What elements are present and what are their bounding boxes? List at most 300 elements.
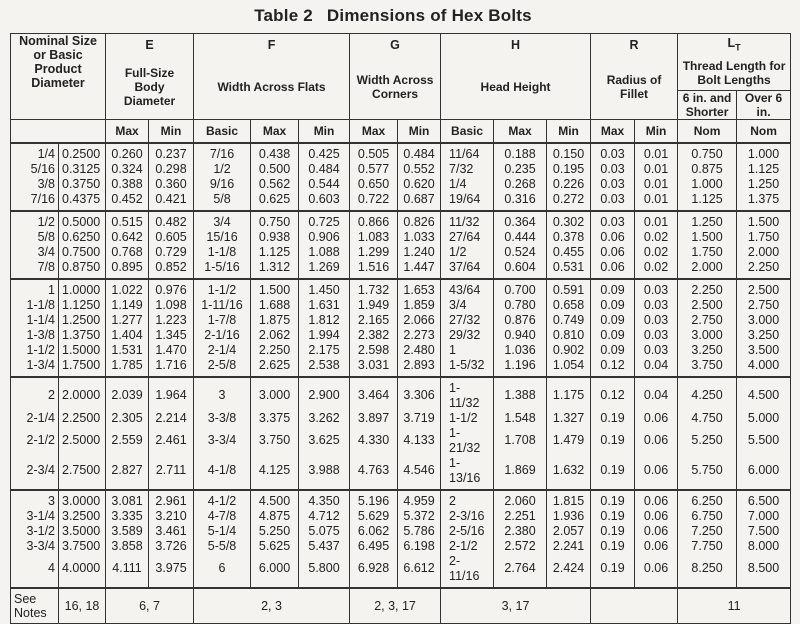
table-cell: 0.260	[106, 143, 149, 162]
table-cell: 1-3/8	[11, 328, 59, 343]
subheader-max: Max	[591, 119, 635, 143]
table-cell: 2-1/2	[11, 426, 59, 456]
table-cell: 0.902	[547, 343, 591, 358]
table-cell: 2-11/16	[441, 554, 494, 588]
table-cell: 0.482	[149, 211, 194, 230]
table-cell: 1.223	[149, 313, 194, 328]
table-cell: 3.897	[350, 411, 398, 426]
table-cell: 4.500	[251, 490, 299, 509]
table-cell: 1.250	[678, 211, 737, 230]
table-cell: 4.0000	[59, 554, 106, 588]
table-cell: 0.725	[299, 211, 350, 230]
table-cell: 3/8	[11, 177, 59, 192]
table-cell: 0.562	[251, 177, 299, 192]
table-cell: 0.188	[494, 143, 547, 162]
table-cell: 3.750	[678, 358, 737, 377]
table-cell: 6.612	[398, 554, 441, 588]
table-cell: 2.461	[149, 426, 194, 456]
table-cell: 2.250	[737, 260, 791, 279]
table-cell: 1.000	[678, 177, 737, 192]
table-cell: 0.484	[299, 162, 350, 177]
table-cell: 0.19	[591, 554, 635, 588]
table-cell: 0.03	[635, 328, 678, 343]
table-cell: 1.653	[398, 279, 441, 298]
table-cell: 3-3/4	[11, 539, 59, 554]
table-cell: 1.875	[251, 313, 299, 328]
header-letter-r: R	[591, 34, 678, 57]
header-nominal-size: Nominal Size or Basic Product Diameter	[11, 34, 106, 91]
table-cell: 1-5/32	[441, 358, 494, 377]
table-cell: 3.031	[350, 358, 398, 377]
header-letter-h: H	[441, 34, 591, 57]
subheader-basic: Basic	[441, 119, 494, 143]
table-row	[11, 524, 791, 539]
table-row	[11, 456, 791, 490]
table-cell: 0.625	[251, 192, 299, 211]
table-cell: 0.01	[635, 192, 678, 211]
table-cell: 4	[11, 554, 59, 588]
size-group	[11, 143, 791, 211]
table-cell: 1-1/8	[194, 245, 251, 260]
table-cell: 4.330	[350, 426, 398, 456]
table-row	[11, 343, 791, 358]
table-cell: 5.629	[350, 509, 398, 524]
table-cell: 5.750	[678, 456, 737, 490]
table-cell: 2.165	[350, 313, 398, 328]
table-cell: 2.2500	[59, 411, 106, 426]
table-cell: 0.01	[635, 143, 678, 162]
table-cell: 1.450	[299, 279, 350, 298]
notes-label: See Notes	[11, 588, 59, 624]
subheader-min: Min	[635, 119, 678, 143]
table-cell: 0.06	[635, 554, 678, 588]
table-cell: 3.988	[299, 456, 350, 490]
table-cell: 4.125	[251, 456, 299, 490]
header-letter-lt	[678, 34, 791, 57]
table-cell: 0.19	[591, 411, 635, 426]
table-cell: 0.06	[635, 456, 678, 490]
table-row	[11, 490, 791, 509]
lt-letter: L	[727, 35, 736, 50]
table-cell: 1.964	[149, 377, 194, 411]
table-cell: 0.438	[251, 143, 299, 162]
table-cell: 1.250	[737, 177, 791, 192]
table-cell: 2.214	[149, 411, 194, 426]
table-cell: 0.875	[678, 162, 737, 177]
table-cell: 1.548	[494, 411, 547, 426]
table-cell: 0.687	[398, 192, 441, 211]
table-cell: 1.750	[678, 245, 737, 260]
table-cell: 1.327	[547, 411, 591, 426]
table-cell: 2.424	[547, 554, 591, 588]
table-cell: 9/16	[194, 177, 251, 192]
table-cell: 0.976	[149, 279, 194, 298]
table-cell: 27/64	[441, 230, 494, 245]
table-cell: 1.815	[547, 490, 591, 509]
table-cell: 4.763	[350, 456, 398, 490]
table-cell: 0.06	[635, 490, 678, 509]
table-cell: 0.09	[591, 279, 635, 298]
table-cell: 1.1250	[59, 298, 106, 313]
table-cell: 1.936	[547, 509, 591, 524]
table-cell: 4.959	[398, 490, 441, 509]
header-head-height: Head Height	[441, 56, 591, 119]
table-cell: 1.269	[299, 260, 350, 279]
table-cell: 0.768	[106, 245, 149, 260]
table-cell: 0.700	[494, 279, 547, 298]
table-cell: 1.732	[350, 279, 398, 298]
table-cell: 3.625	[299, 426, 350, 456]
table-cell: 0.455	[547, 245, 591, 260]
table-cell: 2.893	[398, 358, 441, 377]
table-cell: 1-1/8	[11, 298, 59, 313]
table-cell: 5.625	[251, 539, 299, 554]
table-cell: 3	[194, 377, 251, 411]
table-cell: 0.938	[251, 230, 299, 245]
table-cell: 0.19	[591, 539, 635, 554]
table-cell: 2.382	[350, 328, 398, 343]
subheader-min: Min	[547, 119, 591, 143]
table-cell: 0.09	[591, 343, 635, 358]
table-cell: 4.712	[299, 509, 350, 524]
table-cell: 5.000	[737, 411, 791, 426]
table-cell: 0.852	[149, 260, 194, 279]
table-cell: 3.5000	[59, 524, 106, 539]
size-group	[11, 490, 791, 588]
table-cell: 7/32	[441, 162, 494, 177]
table-cell: 4-1/2	[194, 490, 251, 509]
table-cell: 0.12	[591, 358, 635, 377]
header-letter-g: G	[350, 34, 441, 57]
table-cell: 0.04	[635, 358, 678, 377]
notes-g: 2, 3, 17	[350, 588, 441, 624]
table-cell: 0.749	[547, 313, 591, 328]
table-cell: 2.060	[494, 490, 547, 509]
table-cell: 1.688	[251, 298, 299, 313]
table-cell: 0.01	[635, 162, 678, 177]
table-cell: 1.277	[106, 313, 149, 328]
table-cell: 2	[441, 490, 494, 509]
table-cell: 2.827	[106, 456, 149, 490]
table-cell: 6	[194, 554, 251, 588]
table-cell: 0.03	[591, 143, 635, 162]
table-cell: 2.0000	[59, 377, 106, 411]
table-cell: 0.940	[494, 328, 547, 343]
table-cell: 6.000	[737, 456, 791, 490]
table-cell: 7.750	[678, 539, 737, 554]
table-cell: 37/64	[441, 260, 494, 279]
table-cell: 3.000	[251, 377, 299, 411]
table-cell: 29/32	[441, 328, 494, 343]
table-cell: 1.175	[547, 377, 591, 411]
table-cell: 0.09	[591, 298, 635, 313]
table-cell: 0.06	[591, 260, 635, 279]
table-cell: 0.03	[635, 298, 678, 313]
table-row	[11, 358, 791, 377]
table-cell: 0.444	[494, 230, 547, 245]
table-cell: 2.961	[149, 490, 194, 509]
table-cell: 3/4	[11, 245, 59, 260]
subheader-nom: Nom	[737, 119, 791, 143]
table-cell: 0.19	[591, 524, 635, 539]
subheader-max: Max	[494, 119, 547, 143]
table-cell: 2.000	[737, 245, 791, 260]
table-cell: 7.500	[737, 524, 791, 539]
notes-r	[591, 588, 678, 624]
table-cell: 0.237	[149, 143, 194, 162]
table-cell: 0.19	[591, 456, 635, 490]
table-cell: 0.378	[547, 230, 591, 245]
table-cell: 1/4	[11, 143, 59, 162]
notes-f: 2, 3	[194, 588, 350, 624]
table-cell: 2-1/2	[441, 539, 494, 554]
table-cell: 3.000	[737, 313, 791, 328]
table-cell: 0.03	[591, 177, 635, 192]
table-number: Table 2	[254, 6, 313, 25]
table-cell: 6.928	[350, 554, 398, 588]
table-cell: 1.000	[737, 143, 791, 162]
table-cell: 1.785	[106, 358, 149, 377]
table-cell: 6.000	[251, 554, 299, 588]
table-cell: 0.195	[547, 162, 591, 177]
table-cell: 0.06	[635, 524, 678, 539]
table-cell: 0.06	[591, 230, 635, 245]
table-cell: 2.750	[678, 313, 737, 328]
table-cell: 8.250	[678, 554, 737, 588]
table-cell: 2.175	[299, 343, 350, 358]
table-cell: 1.088	[299, 245, 350, 260]
table-cell: 1.5000	[59, 343, 106, 358]
table-cell: 1.632	[547, 456, 591, 490]
table-cell: 2.039	[106, 377, 149, 411]
table-cell: 0.06	[591, 245, 635, 260]
table-cell: 1.036	[494, 343, 547, 358]
table-cell: 2-3/4	[11, 456, 59, 490]
table-cell: 1-11/16	[194, 298, 251, 313]
table-cell: 5-1/4	[194, 524, 251, 539]
notes-row	[11, 588, 791, 624]
header-6in-shorter: 6 in. and Shorter	[678, 90, 737, 119]
table-cell: 3.081	[106, 490, 149, 509]
subheader-nom: Nom	[678, 119, 737, 143]
table-cell: 2.241	[547, 539, 591, 554]
table-cell: 27/32	[441, 313, 494, 328]
table-cell: 0.235	[494, 162, 547, 177]
hex-bolt-dimensions-table	[10, 33, 791, 624]
table-cell: 0.552	[398, 162, 441, 177]
table-cell: 0.316	[494, 192, 547, 211]
table-cell: 4.500	[737, 377, 791, 411]
table-cell: 2.625	[251, 358, 299, 377]
table-cell: 1/2	[194, 162, 251, 177]
table-cell: 3-1/4	[11, 509, 59, 524]
table-cell: 0.02	[635, 230, 678, 245]
table-cell: 0.7500	[59, 245, 106, 260]
table-cell: 4.000	[737, 358, 791, 377]
table-cell: 1.388	[494, 377, 547, 411]
table-cell: 0.150	[547, 143, 591, 162]
table-cell: 1/4	[441, 177, 494, 192]
table-cell: 6.062	[350, 524, 398, 539]
table-cell: 0.2500	[59, 143, 106, 162]
table-cell: 1.470	[149, 343, 194, 358]
subheader-min: Min	[299, 119, 350, 143]
table-cell: 0.5000	[59, 211, 106, 230]
table-cell: 1.022	[106, 279, 149, 298]
table-cell: 1/2	[11, 211, 59, 230]
table-row	[11, 143, 791, 162]
table-cell: 4.350	[299, 490, 350, 509]
table-cell: 19/64	[441, 192, 494, 211]
subheader-min: Min	[398, 119, 441, 143]
table-cell: 1.404	[106, 328, 149, 343]
table-cell: 1.125	[251, 245, 299, 260]
table-cell: 0.06	[635, 426, 678, 456]
table-cell: 3.000	[678, 328, 737, 343]
table-cell: 5.437	[299, 539, 350, 554]
table-cell: 1.447	[398, 260, 441, 279]
table-cell: 0.19	[591, 509, 635, 524]
table-row	[11, 245, 791, 260]
table-cell: 5.500	[737, 426, 791, 456]
table-cell: 3.250	[737, 328, 791, 343]
subheader-max: Max	[350, 119, 398, 143]
table-cell: 3	[11, 490, 59, 509]
table-cell: 3.7500	[59, 539, 106, 554]
table-cell: 8.500	[737, 554, 791, 588]
table-cell: 0.3125	[59, 162, 106, 177]
size-group	[11, 211, 791, 279]
table-cell: 3.464	[350, 377, 398, 411]
table-cell: 0.620	[398, 177, 441, 192]
table-cell: 1.240	[398, 245, 441, 260]
table-cell: 1.3750	[59, 328, 106, 343]
table-row	[11, 177, 791, 192]
table-cell: 0.531	[547, 260, 591, 279]
table-cell: 0.03	[591, 211, 635, 230]
table-cell: 2.250	[251, 343, 299, 358]
table-cell: 0.452	[106, 192, 149, 211]
table-cell: 1.812	[299, 313, 350, 328]
table-cell: 7/16	[11, 192, 59, 211]
table-cell: 1.196	[494, 358, 547, 377]
table-cell: 15/16	[194, 230, 251, 245]
table-cell: 0.425	[299, 143, 350, 162]
table-cell: 3/4	[441, 298, 494, 313]
header-width-across-corners: Width Across Corners	[350, 56, 441, 119]
header-body-diameter: Full-Size Body Diameter	[106, 56, 194, 119]
table-cell: 2.251	[494, 509, 547, 524]
table-cell: 4.546	[398, 456, 441, 490]
table-row	[11, 162, 791, 177]
table-cell: 2.380	[494, 524, 547, 539]
table-cell: 8.000	[737, 539, 791, 554]
header-letter-f: F	[194, 34, 350, 57]
lt-subscript: T	[735, 42, 741, 53]
table-cell: 6.500	[737, 490, 791, 509]
table-cell: 0.6250	[59, 230, 106, 245]
table-cell: 1.375	[737, 192, 791, 211]
header-width-across-flats: Width Across Flats	[194, 56, 350, 119]
table-cell: 0.360	[149, 177, 194, 192]
table-cell: 0.09	[591, 328, 635, 343]
table-cell: 7/16	[194, 143, 251, 162]
table-cell: 1.125	[737, 162, 791, 177]
table-cell: 0.364	[494, 211, 547, 230]
table-cell: 2-1/4	[194, 343, 251, 358]
table-cell: 1.083	[350, 230, 398, 245]
table-cell: 2.305	[106, 411, 149, 426]
table-cell: 1.716	[149, 358, 194, 377]
table-cell: 2-3/16	[441, 509, 494, 524]
table-cell: 5/8	[11, 230, 59, 245]
table-cell: 3-3/8	[194, 411, 251, 426]
table-cell: 2.750	[737, 298, 791, 313]
table-cell: 0.750	[251, 211, 299, 230]
table-cell: 5/8	[194, 192, 251, 211]
table-title	[0, 6, 800, 26]
table-cell: 1-5/16	[194, 260, 251, 279]
table-cell: 2.538	[299, 358, 350, 377]
table-cell: 3.306	[398, 377, 441, 411]
table-row	[11, 260, 791, 279]
table-cell: 0.04	[635, 377, 678, 411]
table-cell: 3.250	[678, 343, 737, 358]
table-cell: 5/16	[11, 162, 59, 177]
table-cell: 5.800	[299, 554, 350, 588]
table-cell: 1-1/2	[11, 343, 59, 358]
table-cell: 0.01	[635, 177, 678, 192]
header-blank	[11, 119, 106, 143]
table-cell: 0.03	[591, 192, 635, 211]
table-cell: 1-3/4	[11, 358, 59, 377]
table-cell: 1.708	[494, 426, 547, 456]
table-cell: 2-5/16	[441, 524, 494, 539]
table-cell: 0.895	[106, 260, 149, 279]
table-cell: 1.949	[350, 298, 398, 313]
header-radius-of-fillet: Radius of Fillet	[591, 56, 678, 119]
notes-h: 3, 17	[441, 588, 591, 624]
table-cell: 0.324	[106, 162, 149, 177]
table-cell: 0.8750	[59, 260, 106, 279]
table-cell: 1-1/2	[441, 411, 494, 426]
table-cell: 6.250	[678, 490, 737, 509]
table-cell: 0.19	[591, 426, 635, 456]
table-cell: 1-1/2	[194, 279, 251, 298]
table-cell: 1.345	[149, 328, 194, 343]
table-cell: 11/64	[441, 143, 494, 162]
table-cell: 0.02	[635, 245, 678, 260]
table-cell: 3.335	[106, 509, 149, 524]
table-cell: 3-1/2	[11, 524, 59, 539]
table-cell: 1.500	[251, 279, 299, 298]
table-cell: 4.133	[398, 426, 441, 456]
table-cell: 0.272	[547, 192, 591, 211]
table-cell: 0.722	[350, 192, 398, 211]
table-cell: 7.000	[737, 509, 791, 524]
table-cell: 0.226	[547, 177, 591, 192]
table-cell: 1-13/16	[441, 456, 494, 490]
table-cell: 1.531	[106, 343, 149, 358]
table-cell: 2	[11, 377, 59, 411]
table-cell: 0.03	[635, 279, 678, 298]
table-cell: 1.500	[737, 211, 791, 230]
table-cell: 2.500	[678, 298, 737, 313]
table-cell: 1.516	[350, 260, 398, 279]
table-cell: 2.900	[299, 377, 350, 411]
table-cell: 7.250	[678, 524, 737, 539]
table-cell: 0.577	[350, 162, 398, 177]
